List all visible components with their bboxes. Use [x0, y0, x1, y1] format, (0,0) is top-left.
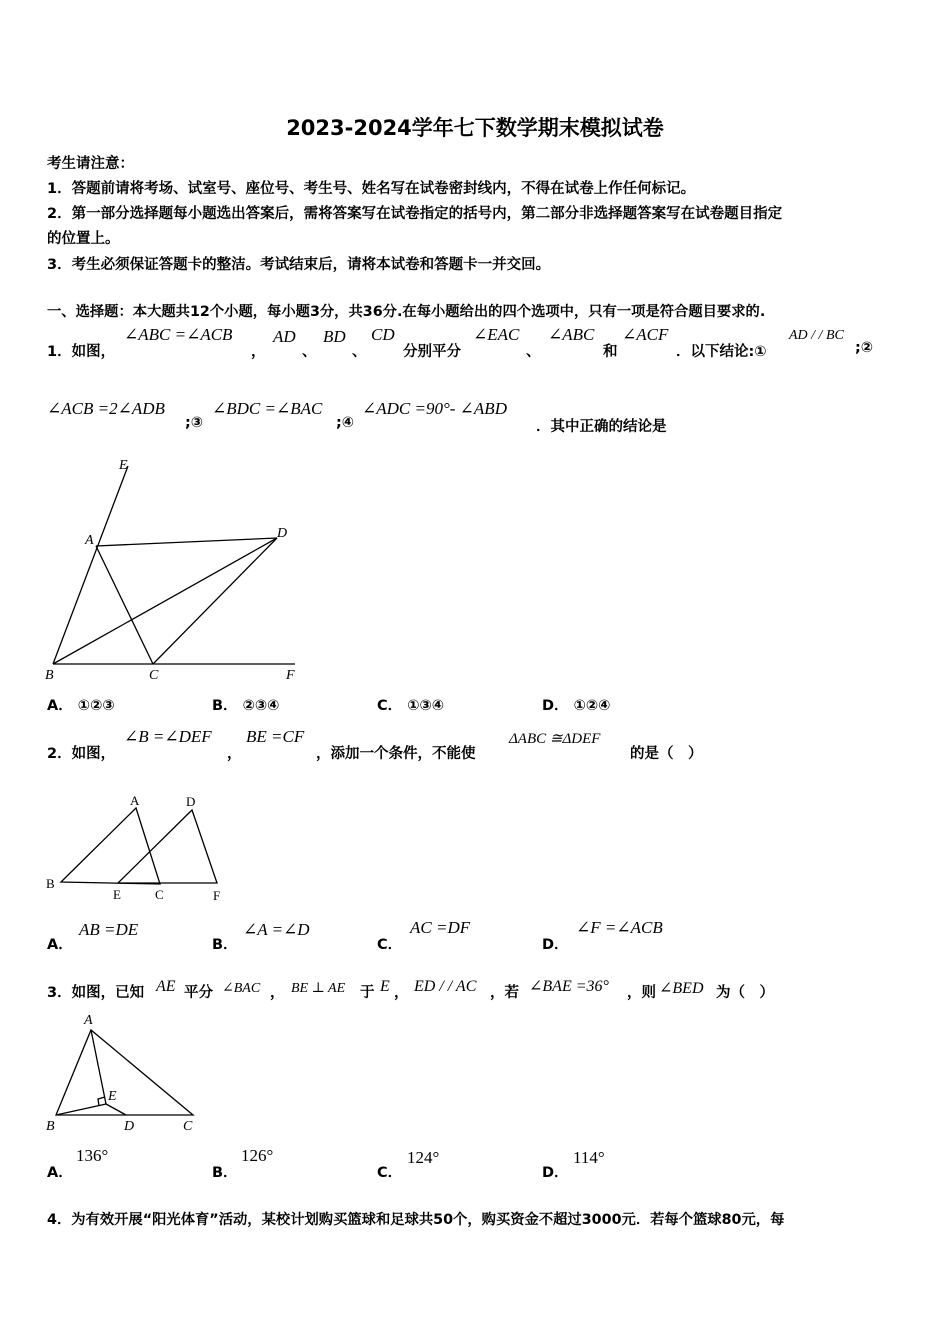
q2-math-b-def: ∠B =∠DEF [124, 727, 212, 746]
q3-option-a-letter[interactable]: A． [47, 1165, 73, 1181]
q1-option-c[interactable] [377, 694, 444, 715]
q1-figure [40, 453, 310, 688]
q1-math-adc: ∠ADC =90°- ∠ABD [362, 399, 507, 418]
q1-sep: 、 [352, 344, 367, 360]
label-d: D [124, 1119, 135, 1134]
q2-comma: ， [227, 746, 242, 762]
q2-math-be-cf: BE =CF [246, 727, 305, 746]
q1-math-acf: ∠ACF [622, 325, 669, 344]
label-a: A [85, 533, 94, 548]
q2-option-b-math: ∠A =∠D [243, 920, 310, 939]
q1-option-d[interactable] [542, 694, 610, 715]
q1-math-eac: ∠EAC [473, 325, 520, 344]
q3-option-d-math: 114° [573, 1148, 605, 1167]
q3-text: 为（ ） [716, 985, 774, 1001]
q1-math-ad-parallel-bc: AD / / BC [789, 328, 844, 343]
option-text: ①③④ [407, 698, 445, 714]
q3-comma: ， [394, 985, 409, 1001]
q2-math-congruent: ΔABC ≅ΔDEF [509, 731, 601, 747]
q3-option-b-math: 126° [241, 1146, 274, 1165]
notice-item: 1．答题前请将考场、试室号、座位号、考生号、姓名写在试卷密封线内，不得在试卷上作任何标记。 [47, 181, 696, 197]
q3-option-d-letter[interactable]: D． [542, 1165, 569, 1181]
notice-item: 2．第一部分选择题每小题选出答案后，需将答案写在试卷指定的括号内，第二部分非选择题答案写在试卷题目指定 [47, 206, 783, 222]
label-d: D [186, 794, 196, 809]
label-c: C [183, 1119, 193, 1134]
q3-figure [40, 1008, 210, 1140]
q3-number: 3．如图，已知 [47, 985, 145, 1001]
q2-option-a-math: AB =DE [79, 920, 139, 939]
q3-math-bed: ∠BED [659, 980, 704, 997]
q1-text: ;③ [185, 415, 204, 431]
triangle-abc [61, 808, 160, 884]
option-text: ②③④ [242, 698, 280, 714]
line-bd [53, 538, 277, 664]
section-heading: 一、选择题：本大题共12个小题，每小题3分，共36分.在每小题给出的四个选项中，只有一项是符合题目要求的. [47, 304, 766, 320]
q4-text: 4．为有效开展“阳光体育”活动，某校计划购买篮球和足球共50个，购买资金不超过3000元．若每个篮球80元，每 [47, 1212, 785, 1228]
q1-math-abc: ∠ABC [548, 325, 595, 344]
q1-text: ;④ [336, 415, 355, 431]
option-text: ①②④ [573, 698, 611, 714]
notice-item: 的位置上。 [47, 231, 120, 247]
q1-math-acb-2adb: ∠ACB =2∠ADB [47, 399, 165, 418]
label-e: E [108, 1089, 117, 1104]
q1-sep: 、 [526, 344, 541, 360]
q3-text: 于 [360, 985, 375, 1001]
q1-math-bdc-bac: ∠BDC =∠BAC [212, 399, 323, 418]
q1-sep: 、 [302, 344, 317, 360]
triangle-def [118, 810, 217, 883]
label-c: C [155, 887, 164, 902]
label-b: B [46, 876, 55, 891]
q2-number: 2．如图， [47, 746, 116, 762]
notice-heading: 考生请注意： [47, 156, 134, 172]
label-e: E [119, 458, 128, 473]
q2-option-d-math: ∠F =∠ACB [576, 918, 663, 937]
q3-text: ，若 [490, 985, 519, 1001]
label-a: A [84, 1013, 93, 1028]
q3-text: 平分 [184, 985, 213, 1001]
option-letter: B． [212, 698, 238, 714]
label-c: C [149, 668, 159, 683]
q3-math-bae: ∠BAE =36° [529, 978, 609, 995]
q2-text: ，添加一个条件，不能使 [316, 746, 476, 762]
q3-option-c-letter[interactable]: C． [377, 1165, 403, 1181]
triangle-abc [56, 1030, 193, 1115]
q3-math-e: E [380, 978, 390, 995]
q1-text: ．以下结论:① [676, 344, 767, 360]
q1-comma: ， [251, 344, 266, 360]
label-a: A [130, 793, 140, 808]
q1-text: 和 [603, 344, 618, 360]
notice-item: 3．考生必须保证答题卡的整洁。考试结束后，请将本试卷和答题卡一并交回。 [47, 257, 551, 273]
label-b: B [45, 668, 54, 683]
line-ed [106, 1104, 126, 1115]
q3-math-ae: AE [156, 978, 176, 995]
option-text: ①②③ [77, 698, 115, 714]
q1-text: ;② [855, 340, 874, 356]
q2-option-c-letter[interactable]: C． [377, 937, 403, 953]
option-letter: A． [47, 698, 73, 714]
q3-option-a-math: 136° [76, 1146, 109, 1165]
line-cd [153, 538, 277, 664]
q1-option-b[interactable] [212, 694, 279, 715]
q1-math-abc-acb: ∠ABC =∠ACB [124, 325, 233, 344]
q2-text: 的是（ ） [630, 746, 703, 762]
q3-text: ，则 [627, 985, 656, 1001]
q1-math-ad: AD [273, 327, 296, 346]
q2-option-a-letter[interactable]: A． [47, 937, 73, 953]
q3-math-be-perp-ae: BE ⊥ AE [291, 981, 346, 996]
label-d: D [277, 526, 288, 541]
label-b: B [46, 1119, 55, 1134]
line-ac [96, 546, 153, 664]
q3-math-bac: ∠BAC [222, 981, 261, 996]
q1-text: 分别平分 [403, 344, 461, 360]
q3-comma: ， [270, 985, 285, 1001]
q1-option-a[interactable] [47, 694, 115, 715]
option-letter: C． [377, 698, 403, 714]
label-e: E [113, 887, 121, 902]
q1-text: ．其中正确的结论是 [536, 419, 667, 435]
q1-number: 1．如图， [47, 344, 116, 360]
q1-math-cd: CD [371, 325, 395, 344]
q2-option-b-letter[interactable]: B． [212, 937, 238, 953]
q2-figure [40, 790, 240, 910]
q2-option-c-math: AC =DF [410, 918, 471, 937]
page-title: 2023-2024学年七下数学期末模拟试卷 [286, 116, 664, 140]
q3-math-ed-parallel-ac: ED / / AC [414, 978, 477, 995]
label-f: F [286, 668, 295, 683]
label-f: F [213, 888, 221, 903]
line-ad [96, 538, 277, 546]
option-letter: D． [542, 698, 569, 714]
q1-math-bd: BD [323, 327, 346, 346]
q3-option-b-letter[interactable]: B． [212, 1165, 238, 1181]
line-be-ray [53, 466, 128, 664]
q2-option-d-letter[interactable]: D． [542, 937, 569, 953]
q3-option-c-math: 124° [407, 1148, 440, 1167]
